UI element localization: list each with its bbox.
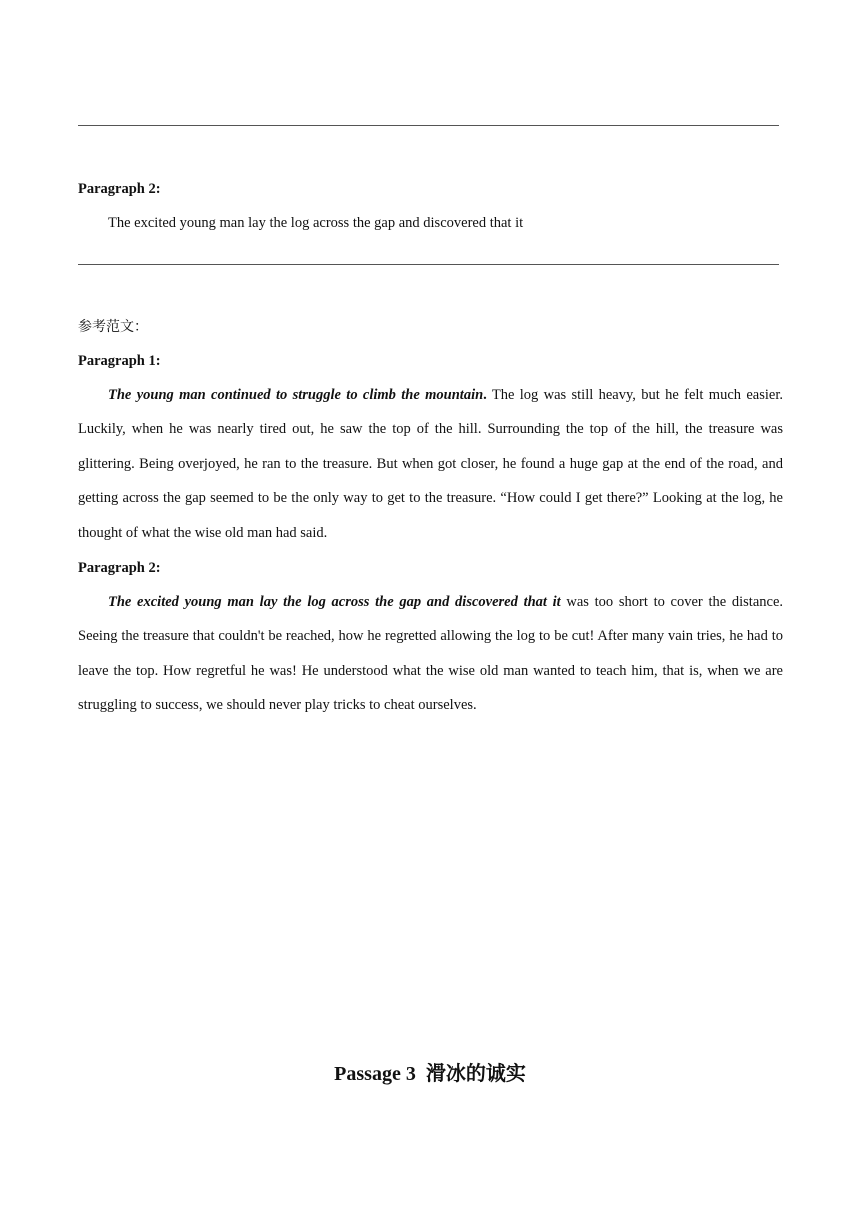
passage-number: Passage 3 [334,1063,416,1085]
paragraph-1-lead-punct: . [483,387,487,403]
reference-paragraph-1 [78,378,783,550]
answer-line [78,125,779,126]
paragraph-2-prompt: The excited young man lay the log across the gap and discovered that it [108,215,524,231]
reference-paragraph-2 [78,585,783,723]
paragraph-1-lead: The young man continued to struggle to climb the mountain [108,387,484,403]
paragraph-1-body: The log was still heavy, but he felt much easier. Luckily, when he was nearly tired out, he saw the top of the hill. Surrounding the top of the hill, the treasure was glittering. Being overjoyed, he ran to the treasure. But when got closer, he found a huge gap at the end of the road, and getting across the gap seemed to be the only way to get to the treasure. “How could I get there?” Looking at the log, he thought of what the wise old man had said. [78,387,783,541]
paragraph-2-label-ref: Paragraph 2: [78,560,161,576]
passage-title-cn: 滑冰的诚实 [425,1061,526,1085]
paragraph-2-label: Paragraph 2: [78,181,161,197]
paragraph-2-lead: The excited young man lay the log across the gap and discovered that it [108,594,561,610]
paragraph-2-body: was too short to cover the distance. Seeing the treasure that couldn't be reached, how he regretted allowing the log to be cut! After many vain tries, he had to leave the top. How regretful he was! He understood what the wise old man wanted to teach him, that is, when we are struggling to success, we should never play tricks to cheat ourselves. [78,594,784,714]
reference-heading: 参考范文： [78,319,148,335]
answer-line [78,264,779,265]
paragraph-1-label: Paragraph 1: [78,353,161,369]
passage-title [0,1058,860,1089]
